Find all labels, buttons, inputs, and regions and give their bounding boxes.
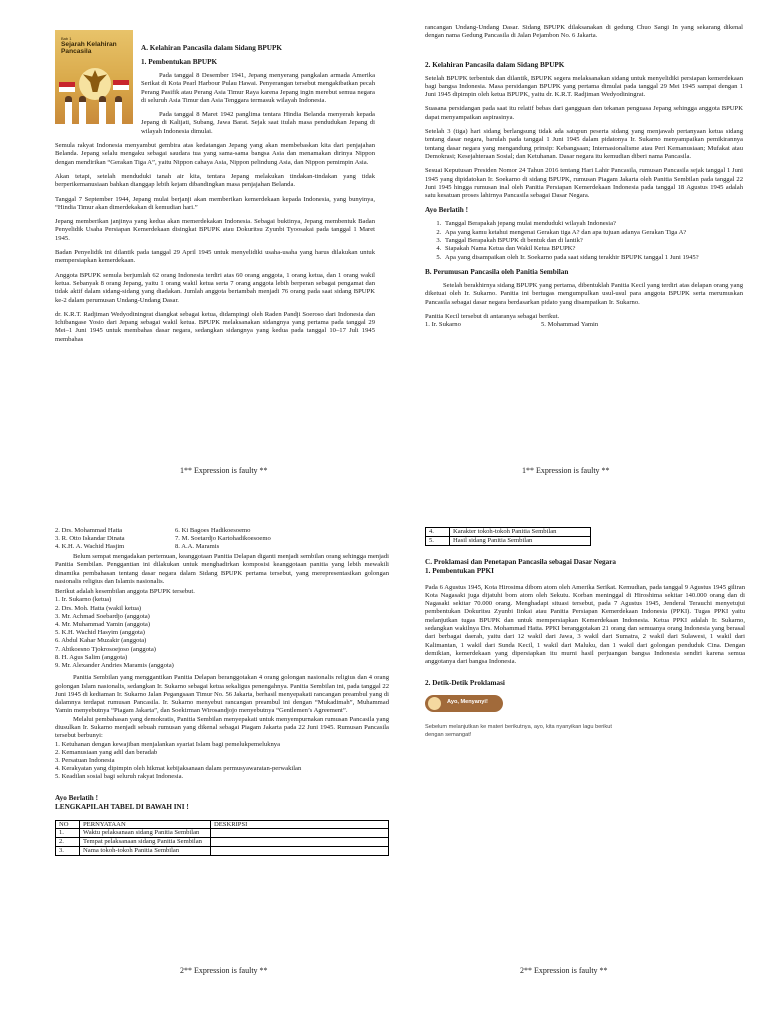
page-footer: 1** Expression is faulty **: [180, 466, 268, 475]
table-cell: Hasil sidang Panitia Sembilan: [450, 536, 591, 545]
member-name: 8. A.A. Maramis: [175, 543, 220, 550]
sila-list: [55, 741, 389, 782]
table-instruction: LENGKAPILAH TABEL DI BAWAH INI !: [55, 802, 189, 811]
paragraph: Pada tanggal 8 Maret 1942 panglima tentara Hindia Belanda menyerah kepada Jepang di Kalijati, Subang, Jawa Barat. Sejak saat itulah masa pendudukan Jepang di wilayah Indonesia dimulai.: [141, 111, 375, 135]
paragraph: rancangan Undang-Undang Dasar. Sidang BPUPK dilaksanakan di gedung Chuo Sangi In yang sekarang dikenal dengan nama Gedung Pancasila di Jalan Pejambon No. 6 Jakarta.: [425, 24, 743, 40]
table-cell: Waktu pelaksanaan sidang Panitia Sembilan: [80, 829, 211, 838]
table-cell: 4.: [426, 528, 450, 537]
list-item: 9. Mr. Alexander Andries Maramis (anggota): [55, 662, 174, 670]
document-page-1: [55, 30, 375, 350]
panitia-sembilan-list: [55, 596, 389, 670]
member-name: 1. Ir. Sukarno: [425, 321, 461, 329]
document-page-2: [425, 24, 743, 329]
paragraph: Setelah BPUPK terbentuk dan dilantik, BPUPK segera melaksanakan sidang untuk menyelidiki persiapan kemerdekaan bagi bangsa Indonesia. Masa persidangan BPUPK yang pertama dimulai pada tanggal 29 Mei 1945 sampai dengan 1 Juni 1945 dipimpin oleh ketua BPUPK, yaitu dr. K.R.T. Radjiman Wedyodiningrat.: [425, 74, 743, 99]
list-item: 3. Mr. Achmad Soebardjo (anggota): [55, 612, 150, 620]
list-item: 4. Kerakyatan yang dipimpin oleh hikmat kebijaksanaan dalam permusyawaratan-perwakilan: [55, 765, 302, 773]
table-row: [56, 838, 389, 847]
question-item: 2. Apa yang kamu ketahui mengenai Gerakan tiga A? dan apa tujuan adanya Gerakan Tiga A?: [443, 229, 743, 237]
table-header: NO: [56, 820, 80, 829]
badge-label: Ayo, Menyanyi!: [447, 698, 488, 705]
paragraph: Badan Penyelidik ini dilantik pada tanggal 29 April 1945 untuk menyelidiki usaha-usaha yang harus dilakukan untuk mempersiapkan kemerdekaan.: [55, 249, 375, 265]
paragraph: Belum sempat mengadakan pertemuan, keanggotaan Panitia Delapan diganti menjadi sembilan orang sehingga menjadi Panitia Sembilan. Penggantian ini dilakukan untuk menghadirkan komposisi keanggotaan panitia yang lebih mewakili dinamika pembahasan tentang dasar negara dalam Sidang BPUPK pertama tersebut, yang merepresentasikan golongan nasionalis religius dan Islamis nasionalis.: [55, 553, 389, 585]
ayo-menyanyi-badge: [425, 693, 525, 715]
table-row: [426, 528, 591, 537]
paragraph: Panitia Kecil tersebut di antaranya sebagai berikut.: [425, 312, 560, 320]
subheading-kelahiran-pancasila: 2. Kelahiran Pancasila dalam Sidang BPUPK: [425, 60, 565, 69]
table-cell: Tempat pelaksanaan sidang Panitia Sembilan: [80, 838, 211, 847]
subheading-pembentukan-bpupk: 1. Pembentukan BPUPK: [141, 58, 218, 66]
list-intro: Berikut adalah kesembilan anggota BPUPK tersebut.: [55, 588, 195, 596]
section-heading-b: B. Perumusan Pancasila oleh Panitia Sembilan: [425, 267, 569, 276]
page-footer: 1** Expression is faulty **: [522, 466, 610, 475]
paragraph: Melalui pembahasan yang demokratis, Panitia Sembilan menyepakati untuk menyempurnakan rumusan Pancasila yang diusulkan Ir. Sukarno menjadi sebuah rumusan yang dikenal sebagai Piagam Jakarta pada 22 Juni 1945. Rumusan Pancasila tersebut berbunyi:: [55, 715, 389, 740]
question-item: 1. Tanggal Berapakah jepang mulai menduduki wilayah Indonesia?: [443, 220, 743, 228]
section-heading-c: C. Proklamasi dan Penetapan Pancasila sebagai Dasar Negara: [425, 557, 617, 566]
paragraph: Akan tetapi, setelah menduduki tanah air kita, tentara Jepang melakukan tindakan-tindakan yang tidak berperikemanusiaan bahkan dianggap lebih kejam dibandingkan masa penjajahan Belanda.: [55, 172, 375, 189]
list-item: 6. Abdul Kahar Muzakir (anggota): [55, 637, 147, 645]
table-header: DESKRIPSI: [211, 820, 389, 829]
singing-icon: [428, 697, 441, 710]
flag-icon: [113, 80, 129, 90]
table-cell: Nama tokoh-tokoh Panitia Sembilan: [80, 847, 211, 856]
list-item: 1. Ketuhanan dengan kewajiban menjalankan syariat Islam bagi pemelukpemeluknya: [55, 740, 281, 748]
exercise-heading: Ayo Berlatih !: [55, 793, 98, 802]
exercise-heading: Ayo Berlatih !: [425, 206, 468, 215]
panitia-kecil-list: [55, 527, 271, 551]
book-cover-image: [55, 30, 133, 124]
paragraph: Suasana persidangan pada saat itu relatif bebas dari gangguan dan tekanan penguasa Jepang sehingga anggota BPUPK dapat menyampaikan aspirasinya.: [425, 105, 743, 121]
student-figure: [99, 96, 106, 124]
table-cell: 5.: [426, 536, 450, 545]
paragraph: Panitia Sembilan yang menggantikan Panitia Delapan beranggotakan 4 orang golongan nasionalis religius dan 4 orang golongan Islam nasionalis, sedangkan Ir. Sukarno sebagai ketua sekaligus penengahnya. Panitia Sembilan ini, pada tanggal 22 Juni 1945 di kediaman Ir. Sukarno Jalan Pegangsaan Timur No. 56 Jakarta, berhasil menyepakati rancangan preambul yang di dalamnya terdapat rumusan Pancasila. Ir. Sukarno menyebut rancangan preambul ini dengan “Mukadimah”, Muhammad Yamin menyebutnya “Piagam Jakarta”, dan Soekirman Wirosandjojo menyebutnya “Gentlemen’s Agreement”.: [55, 674, 389, 715]
question-item: 3. Tanggal Berapakah BPUPK di bentuk dan di lantik?: [443, 237, 743, 245]
member-name: 3. R. Otto Iskandar Dinata: [55, 535, 125, 542]
section-heading-a: A. Kelahiran Pancasila dalam Sidang BPUPK: [141, 44, 282, 52]
table-cell: 1.: [56, 829, 80, 838]
table-cell: 3.: [56, 847, 80, 856]
cover-kicker: Bab 1: [61, 36, 72, 41]
paragraph: Setelah berakhirnya sidang BPUPK yang pertama, dibentuklah Panitia Kecil yang terdiri atas delapan orang yang diketuai oleh Ir. Sukarno. Panitia ini bertugas mengumpulkan usul-usul para anggota BPUPK serta merumuskan Pancasila sebagai dasar negara berdasarkan pidato yang disampaikan Ir. Sukarno.: [425, 281, 743, 306]
member-name: 7. M. Soetardjo Kartohadikoesoemo: [175, 535, 271, 542]
student-figure: [65, 96, 72, 124]
table-header: PERNYATAAN: [80, 820, 211, 829]
student-figure: [115, 96, 122, 124]
table-cell-input[interactable]: [211, 847, 389, 856]
paragraph: dr. K.R.T. Radjiman Wedyodiningrat diangkat sebagai ketua, didampingi oleh Raden Pandji Soeroso dari Indonesia dan Ichibangase Yosio dari Jepang sebagai wakil ketua. BPUPK melaksanakan sidangnya yang pertama pada tanggal 29 Mei–1 Juni 1945 untuk membahas dasar negara, sedangkan sidangnya yang kedua pada tanggal 10–17 Juli 1945 membahas: [55, 310, 375, 343]
list-item: 4. Mr. Muhammad Yamin (anggota): [55, 621, 151, 628]
subheading-detik-proklamasi: 2. Detik-Detik Proklamasi: [425, 678, 505, 687]
table-cell: Karakter tokoh-tokoh Panitia Sembilan: [450, 528, 591, 537]
question-item: 4. Siapakah Nama Ketua dan Wakil Ketua BPUPK?: [443, 245, 743, 253]
sing-instruction: Sebelum melanjutkan ke materi berikutnya, ayo, kita nyanyikan lagu berikut dengan semangat!: [425, 723, 612, 738]
cover-title: Sejarah Kelahiran Pancasila: [61, 41, 117, 55]
student-figure: [79, 96, 86, 124]
table-cell-input[interactable]: [211, 838, 389, 847]
member-name: 5. Mohammad Yamin: [541, 321, 599, 329]
question-list: [425, 220, 743, 261]
member-name: 6. Ki Bagoes Hadikoesoemo: [175, 527, 251, 534]
paragraph: Jepang memberikan janjinya yang kedua akan memerdekakan Indonesia. Sebagai buktinya, Jepang membentuk Badan Penyelidik Usaha Persiapan Kemerdekaan disingkat BPUPK atau Dokuritsu Zyunbi Tyoosakai pada tanggal 1 Maret 1945.: [55, 218, 375, 242]
table-cell-input[interactable]: [211, 829, 389, 838]
document-page-4: [425, 527, 745, 745]
table-cell: 2.: [56, 838, 80, 847]
panitia-kecil-list: [425, 321, 598, 329]
paragraph: Pada tanggal 8 Desember 1941, Jepang menyerang pangkalan armada Amerika Serikat di Kota Pearl Harbour Pulau Hawai. Penyerangan tersebut mengakibatkan pecah Perang Pasifik atau Perang Asia Timur Raya karena Jepang ingin merebut semua negara di seluruh Asia Timur dan Asia Tenggara termasuk wilayah Indonesia.: [141, 72, 375, 104]
flag-icon: [59, 82, 75, 92]
table-row: [56, 847, 389, 856]
subheading-pembentukan-ppki: 1. Pembentukan PPKI: [425, 566, 494, 575]
list-item: 7. Abikoesno Tjokrosoejoso (anggota): [55, 645, 156, 653]
member-name: 2. Drs. Mohammad Hatta: [55, 527, 123, 534]
paragraph: Setelah 3 (tiga) hari sidang berlangsung tidak ada satupun peserta sidang yang menjawab pertanyaan ketua sidang tentang dasar negara, barulah pada tanggal 1 Juni 1945 dalam pidatonya Ir. Sukarno menyampaikan pemikirannya tentang dasar negara yang mengandung prinsip: Kebangsaan; Internasionalisme atau Peri Kemanusiaan; Mufakat atau Demokrasi; Kesejahteraan Sosial; dan Ketuhanan. Dasar negara itu kemudian diberi nama Pancasila.: [425, 128, 743, 160]
list-item: 3. Persatuan Indonesia: [55, 757, 115, 764]
paragraph: Tanggal 7 September 1944, Jepang mulai berjanji akan memberikan kemerdekaan kepada Indonesia, yang bunyinya, “Hindia Timur akan dimerdekakan di kemudian hari.”: [55, 195, 375, 211]
member-name: 4. K.H. A. Wachid Hasjim: [55, 543, 125, 550]
document-page-3: [55, 527, 389, 856]
page-footer: 2** Expression is faulty **: [520, 966, 608, 975]
exercise-table: [55, 820, 389, 856]
list-item: 1. Ir. Sukarno (ketua): [55, 596, 112, 604]
list-item: 5. K.H. Wachid Hasyim (anggota): [55, 629, 145, 637]
question-item: 5. Apa yang disampaikan oleh Ir. Soekarno pada saat sidang terakhir BPUPK tanggal 1 Juni 1945?: [443, 254, 743, 262]
exercise-table-continued: [425, 527, 591, 546]
list-item: 8. H. Agus Salim (anggota): [55, 653, 128, 661]
list-item: 5. Keadilan sosial bagi seluruh rakyat Indonesia.: [55, 773, 184, 781]
table-row: [426, 536, 591, 545]
paragraph: Sesuai Keputusan Presiden Nomor 24 Tahun 2016 tentang Hari Lahir Pancasila, rumusan Pancasila sejak tanggal 1 Juni 1945 yang dipidatokan Ir. Soekarno di sidang BPUPK, rumusan Piagam Jakarta oleh Panitia Sembilan pada tanggal 22 Juni 1945 hingga rumusan inal oleh Panitia Persiapan Kemerdekaan Indonesia pada tanggal 18 Agustus 1945 adalah satu kesatuan proses lahirnya Pancasila sebagai Dasar Negara.: [425, 167, 743, 200]
page-footer: 2** Expression is faulty **: [180, 966, 268, 975]
paragraph: Semula rakyat Indonesia menyambut gembira atas kedatangan Jepang yang akan membebaskan kita dari penjajahan Belanda. Jepang selalu mengaku sebagai saudara tua yang sama-sama bangsa Asia dan menamakan dirinya Nippon dengan mendirikan “Gerakan Tiga A”, yaitu Nippon cahaya Asia, Nippon pelindung Asia, dan Nippon pemimpin Asia.: [55, 142, 375, 166]
table-row: [56, 829, 389, 838]
list-item: 2. Kemanusiaan yang adil dan beradab: [55, 748, 158, 756]
paragraph: Pada 6 Agustus 1945, Kota Hirosima dibom atom oleh Amerika Serikat. Kemudian, pada tanggal 9 Agustus 1945 giliran Kota Nagasaki juga dijatuhi bom atom oleh Sekutu. Korban meninggal di Hiroshima sekitar 140.000 orang dan di Nagasaki sekitar 70.000 orang. Menghadapi situasi tersebut, pada 7 Agustus 1945, Jenderal Terauchi menyetujui pembentukan Dokuritsu Zyunbi Iinkai atau Panitia Persiapan Kemerdekaan Indonesia (PPKI). Tugas PPKI yaitu melanjutkan tugas BPUPK dan untuk mempersiapkan Kemerdekaan Indonesia. Ketua PPKI adalah Ir. Sukarno, sedangkan wakilnya Drs. Mohammad Hatta. PPKI beranggotakan 21 orang dan semuanya orang Indonesia yang berasal dari berbagai daerah, yaitu dari 12 wakil dari Jawa, 3 wakil dari Sumatra, 2 wakil dari Sulawesi, 1 wakil dari Kalimantan, 1 wakil dari Sunda Kecil, 1 wakil dari Maluku, dan 1 wakil dari golongan penduduk Cina. Dengan demikian, kemerdekaan yang dipersiapkan itu murni hasil perjuangan bangsa Indonesia sendiri karena semua anggotanya dari bangsa Indonesia.: [425, 583, 745, 666]
list-item: 2. Drs. Moh. Hatta (wakil ketua): [55, 604, 142, 612]
paragraph: Anggota BPUPK semula berjumlah 62 orang Indonesia terdiri atas 60 orang anggota, 1 orang ketua, dan 1 orang wakil ketua. Sebanyak 8 orang Jepang, yaitu 1 orang wakil ketua serta 7 orang anggota lebih berperan sebagai pengamat dan tidak aktif dalam sidang-sidang yang diadakan. Jumlah anggota bertambah menjadi 76 orang pada saat sidang BPUPK ke-2 dalam perumusan Undang-Undang Dasar.: [55, 271, 375, 304]
